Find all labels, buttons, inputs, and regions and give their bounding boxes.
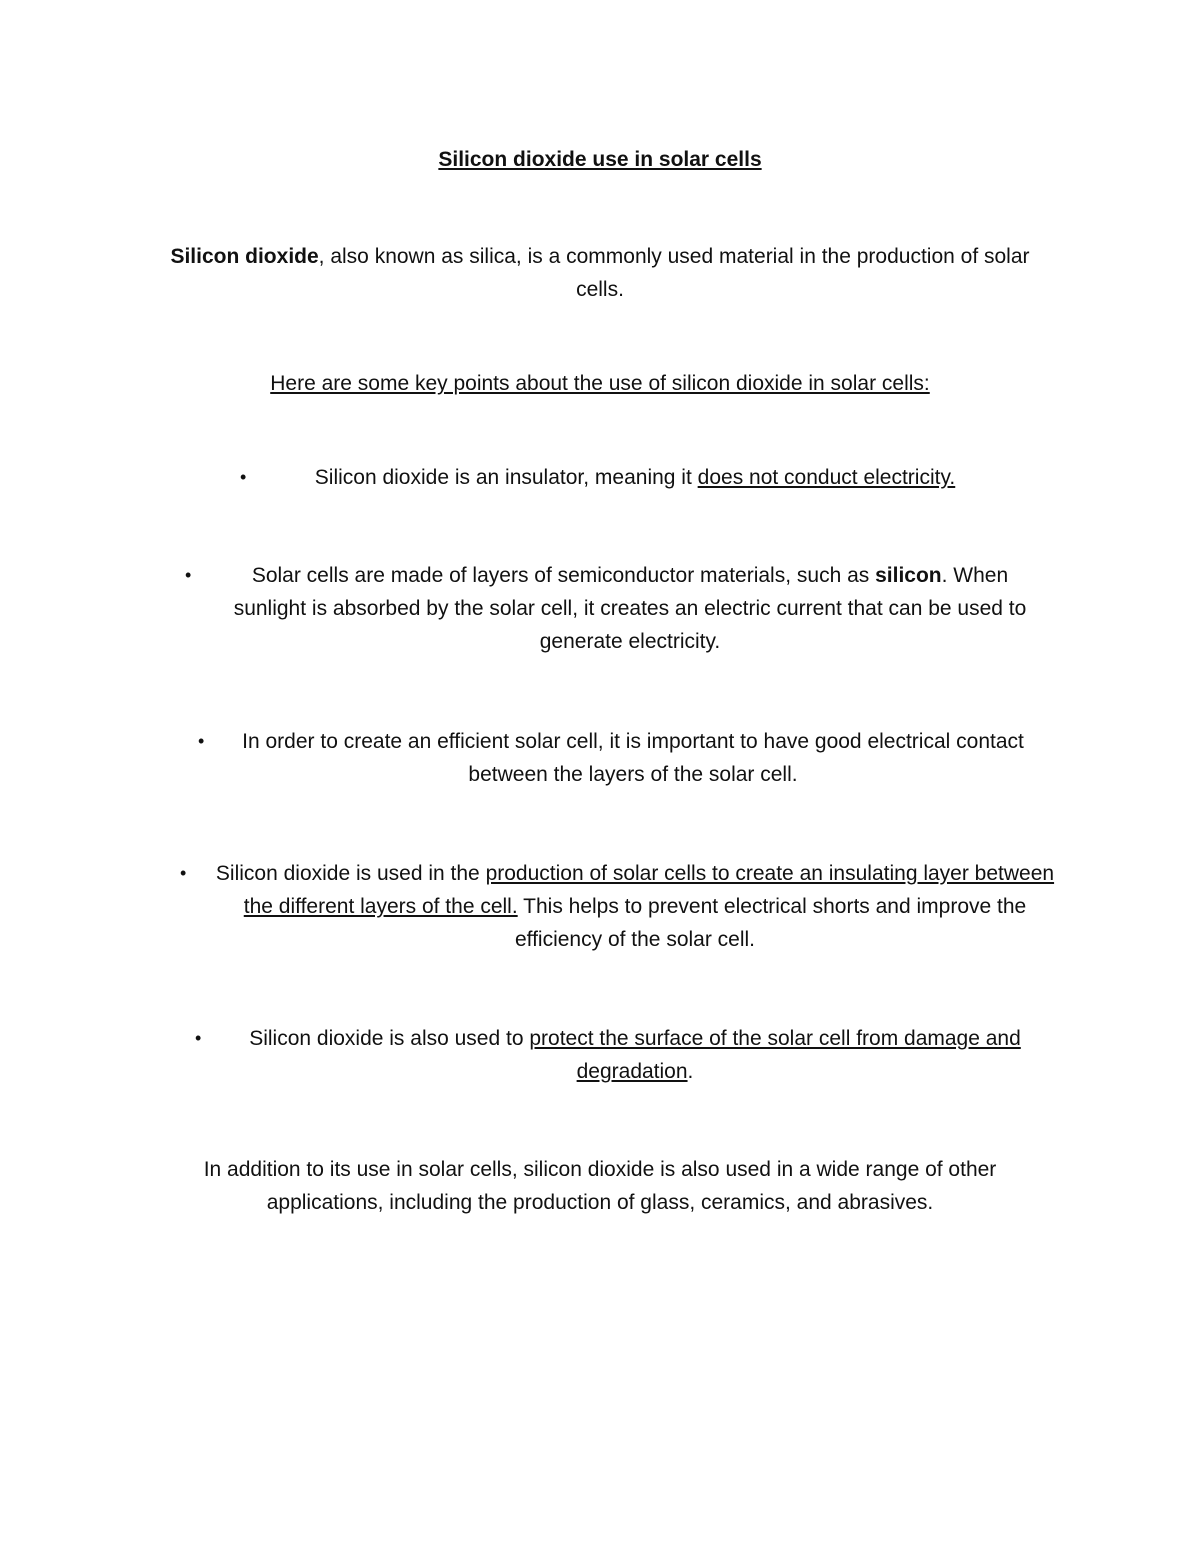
bullet-item-2	[185, 559, 1055, 658]
bullet-3-text: In order to create an efficient solar cell, it is important to have good electrical contact between the layers of the solar cell.	[242, 730, 1024, 786]
bullet-1-underlined: does not conduct electricity.	[697, 466, 956, 489]
bullet-dot: •	[180, 863, 187, 883]
bullet-item-3	[198, 725, 1038, 791]
key-points-heading: Here are some key points about the use of silicon dioxide in solar cells:	[270, 372, 930, 395]
bullet-2-bold: silicon	[875, 564, 942, 587]
document-title: Silicon dioxide use in solar cells	[438, 148, 762, 171]
bullet-4-text: Silicon dioxide is used in the	[215, 862, 486, 885]
bullet-5-text: Silicon dioxide is also used to	[249, 1027, 530, 1050]
bullet-dot: •	[195, 1028, 202, 1048]
bullet-4-text-continued: This helps to prevent electrical shorts and improve the efficiency of the solar cell.	[514, 895, 1027, 951]
bullet-dot: •	[240, 467, 247, 487]
bullet-dot: •	[185, 565, 192, 585]
closing-paragraph: In addition to its use in solar cells, silicon dioxide is also used in a wide range of other applications, including the production of glass, ceramics, and abrasives.	[203, 1158, 997, 1214]
intro-paragraph	[150, 240, 1050, 306]
bullet-5-underlined: protect the surface of the solar cell from damage and degradation	[529, 1027, 1021, 1083]
bullet-2-text-continued: . When sunlight is absorbed by the solar cell, it creates an electric current that can be used to generate electricity.	[233, 564, 1027, 653]
bullet-dot: •	[198, 731, 205, 751]
bullet-2-text: Solar cells are made of layers of semiconductor materials, such as	[251, 564, 876, 587]
bullet-4-underlined: production of solar cells to create an insulating layer between the different layers of the cell.	[243, 862, 1055, 918]
intro-bold-term: Silicon dioxide	[170, 245, 319, 268]
bullet-5-text-continued: .	[687, 1060, 694, 1083]
bullet-item-5	[195, 1022, 1045, 1088]
bullet-1-text: Silicon dioxide is an insulator, meaning it	[314, 466, 698, 489]
intro-text: , also known as silica, is a commonly used material in the production of solar cells.	[318, 245, 1030, 301]
bullet-item-1	[240, 461, 1000, 494]
bullet-item-4	[180, 857, 1060, 956]
